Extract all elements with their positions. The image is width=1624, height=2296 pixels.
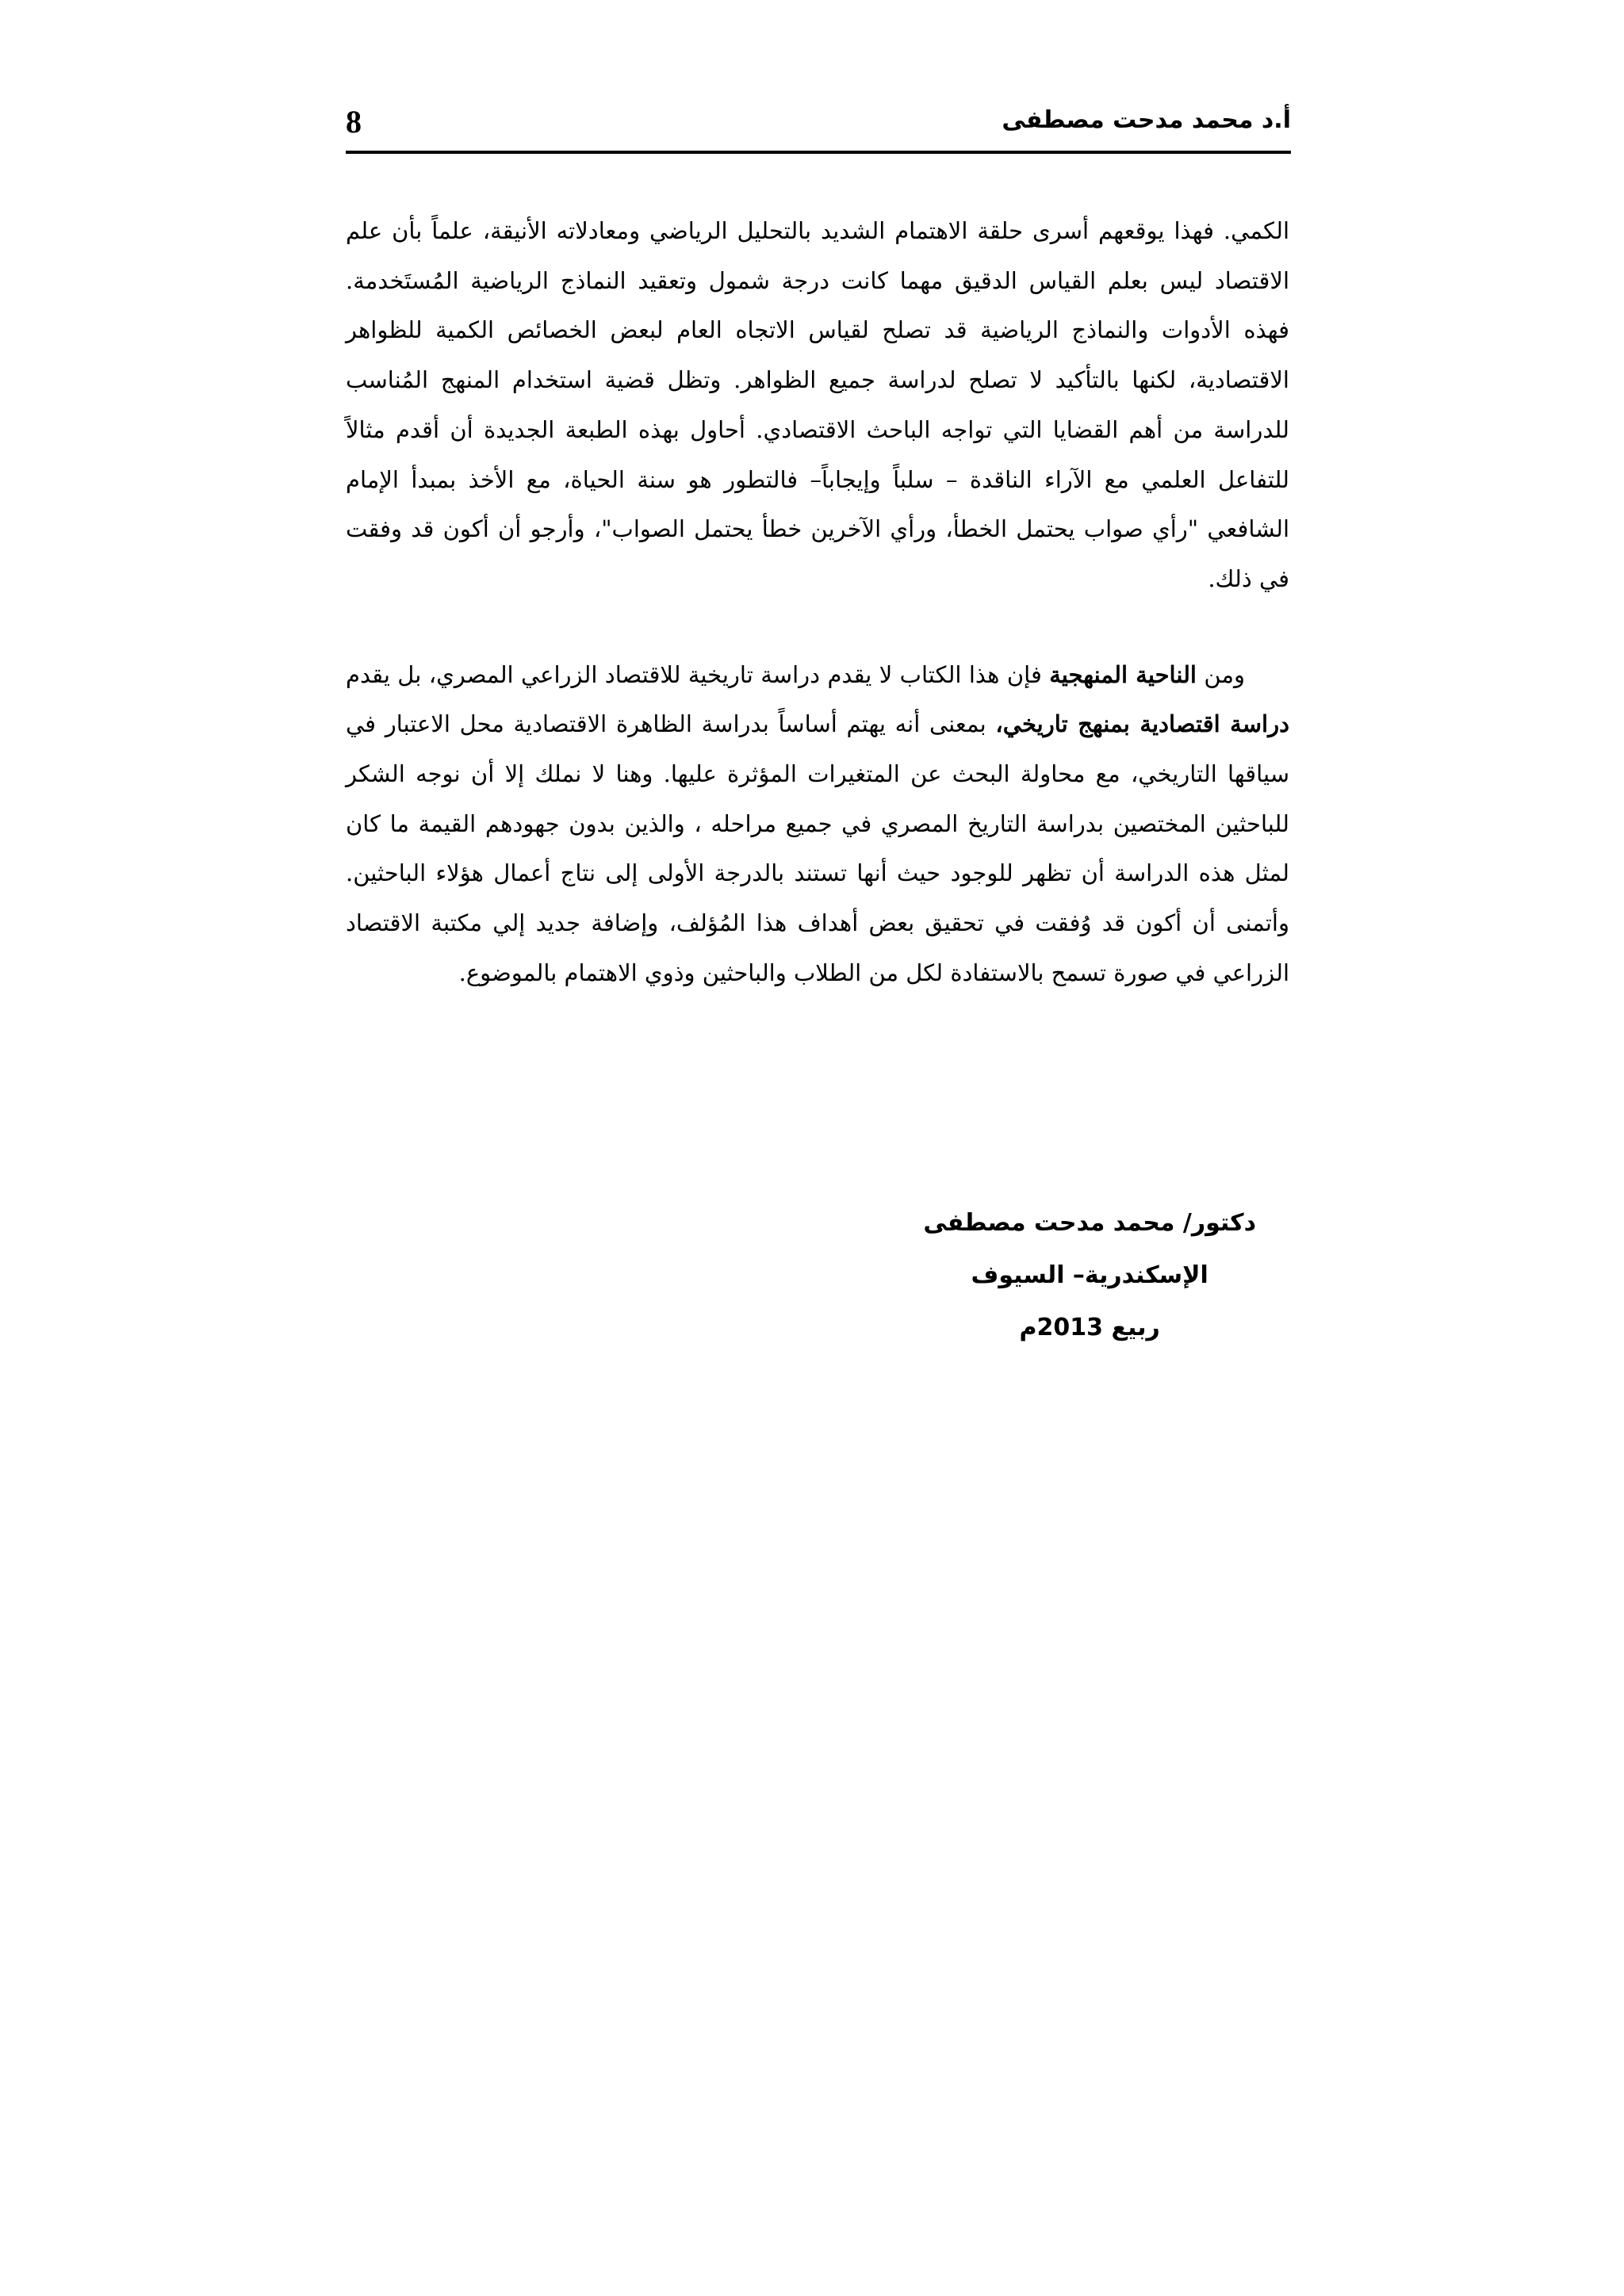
body-text (346, 206, 1289, 998)
paragraph-2-text-1: فإن هذا الكتاب لا يقدم دراسة تاريخية للاقتصاد الزراعي المصري، بل يقدم (346, 660, 1042, 688)
signature-name: دكتور/ محمد مدحت مصطفى (923, 1209, 1256, 1237)
paragraph-2 (346, 650, 1289, 998)
running-header (346, 101, 1291, 152)
paragraph-2-text-2: بمعنى أنه يهتم أساساً بدراسة الظاهرة الاقتصادية محل الاعتبار في سياقها التاريخي، مع محاولة البحث عن المتغيرات المؤثرة عليها. وهنا لا نملك إلا أن نوجه الشكر للباحثين المختصين بدراسة التاريخ المصري في جميع مراحله ، والذين بدون جهودهم القيمة ما كان لمثل هذه الدراسة أن تظهر للوجود حيث أنها تستند بالدرجة الأولى إلى نتاج أعمال هؤلاء الباحثين. وأتمنى أن أكون قد وُفقت في تحقيق بعض أهداف هذا المُؤلف، وإضافة جديد إلي مكتبة الاقتصاد الزراعي في صورة تسمح بالاستفادة لكل من الطلاب والباحثين وذوي الاهتمام بالموضوع. (346, 710, 1289, 986)
header-author: أ.د محمد مدحت مصطفى (1002, 106, 1291, 134)
page-number: 8 (346, 104, 362, 140)
signature-date: ربيع 2013م (1019, 1314, 1160, 1341)
paragraph-2-bold-methodology: الناحية المنهجية (1049, 660, 1197, 688)
signature-place: الإسكندرية– السيوف (971, 1261, 1208, 1289)
signature-block (923, 1197, 1256, 1354)
paragraph-2-lead: ومن (1204, 660, 1246, 688)
header-rule (346, 151, 1291, 154)
paragraph-1: الكمي. فهذا يوقعهم أسرى حلقة الاهتمام الشديد بالتحليل الرياضي ومعادلاته الأنيقة، علماً بأن علم الاقتصاد ليس بعلم القياس الدقيق مهما كانت درجة شمول وتعقيد النماذج الرياضية المُستَخدمة. فهذه الأدوات والنماذج الرياضية قد تصلح لقياس الاتجاه العام لبعض الخصائص الكمية للظواهر الاقتصادية، لكنها بالتأكيد لا تصلح لدراسة جميع الظواهر. وتظل قضية استخدام المنهج المُناسب للدراسة من أهم القضايا التي تواجه الباحث الاقتصادي. أحاول بهذه الطبعة الجديدة أن أقدم مثالاً للتفاعل العلمي مع الآراء الناقدة – سلباً وإيجاباً– فالتطور هو سنة الحياة، مع الأخذ بمبدأ الإمام الشافعي "رأي صواب يحتمل الخطأ، ورأي الآخرين خطأ يحتمل الصواب"، وأرجو أن أكون قد وفقت في ذلك. (346, 217, 1289, 592)
paragraph-2-bold-economic-study: دراسة اقتصادية بمنهج تاريخي، (995, 710, 1289, 738)
